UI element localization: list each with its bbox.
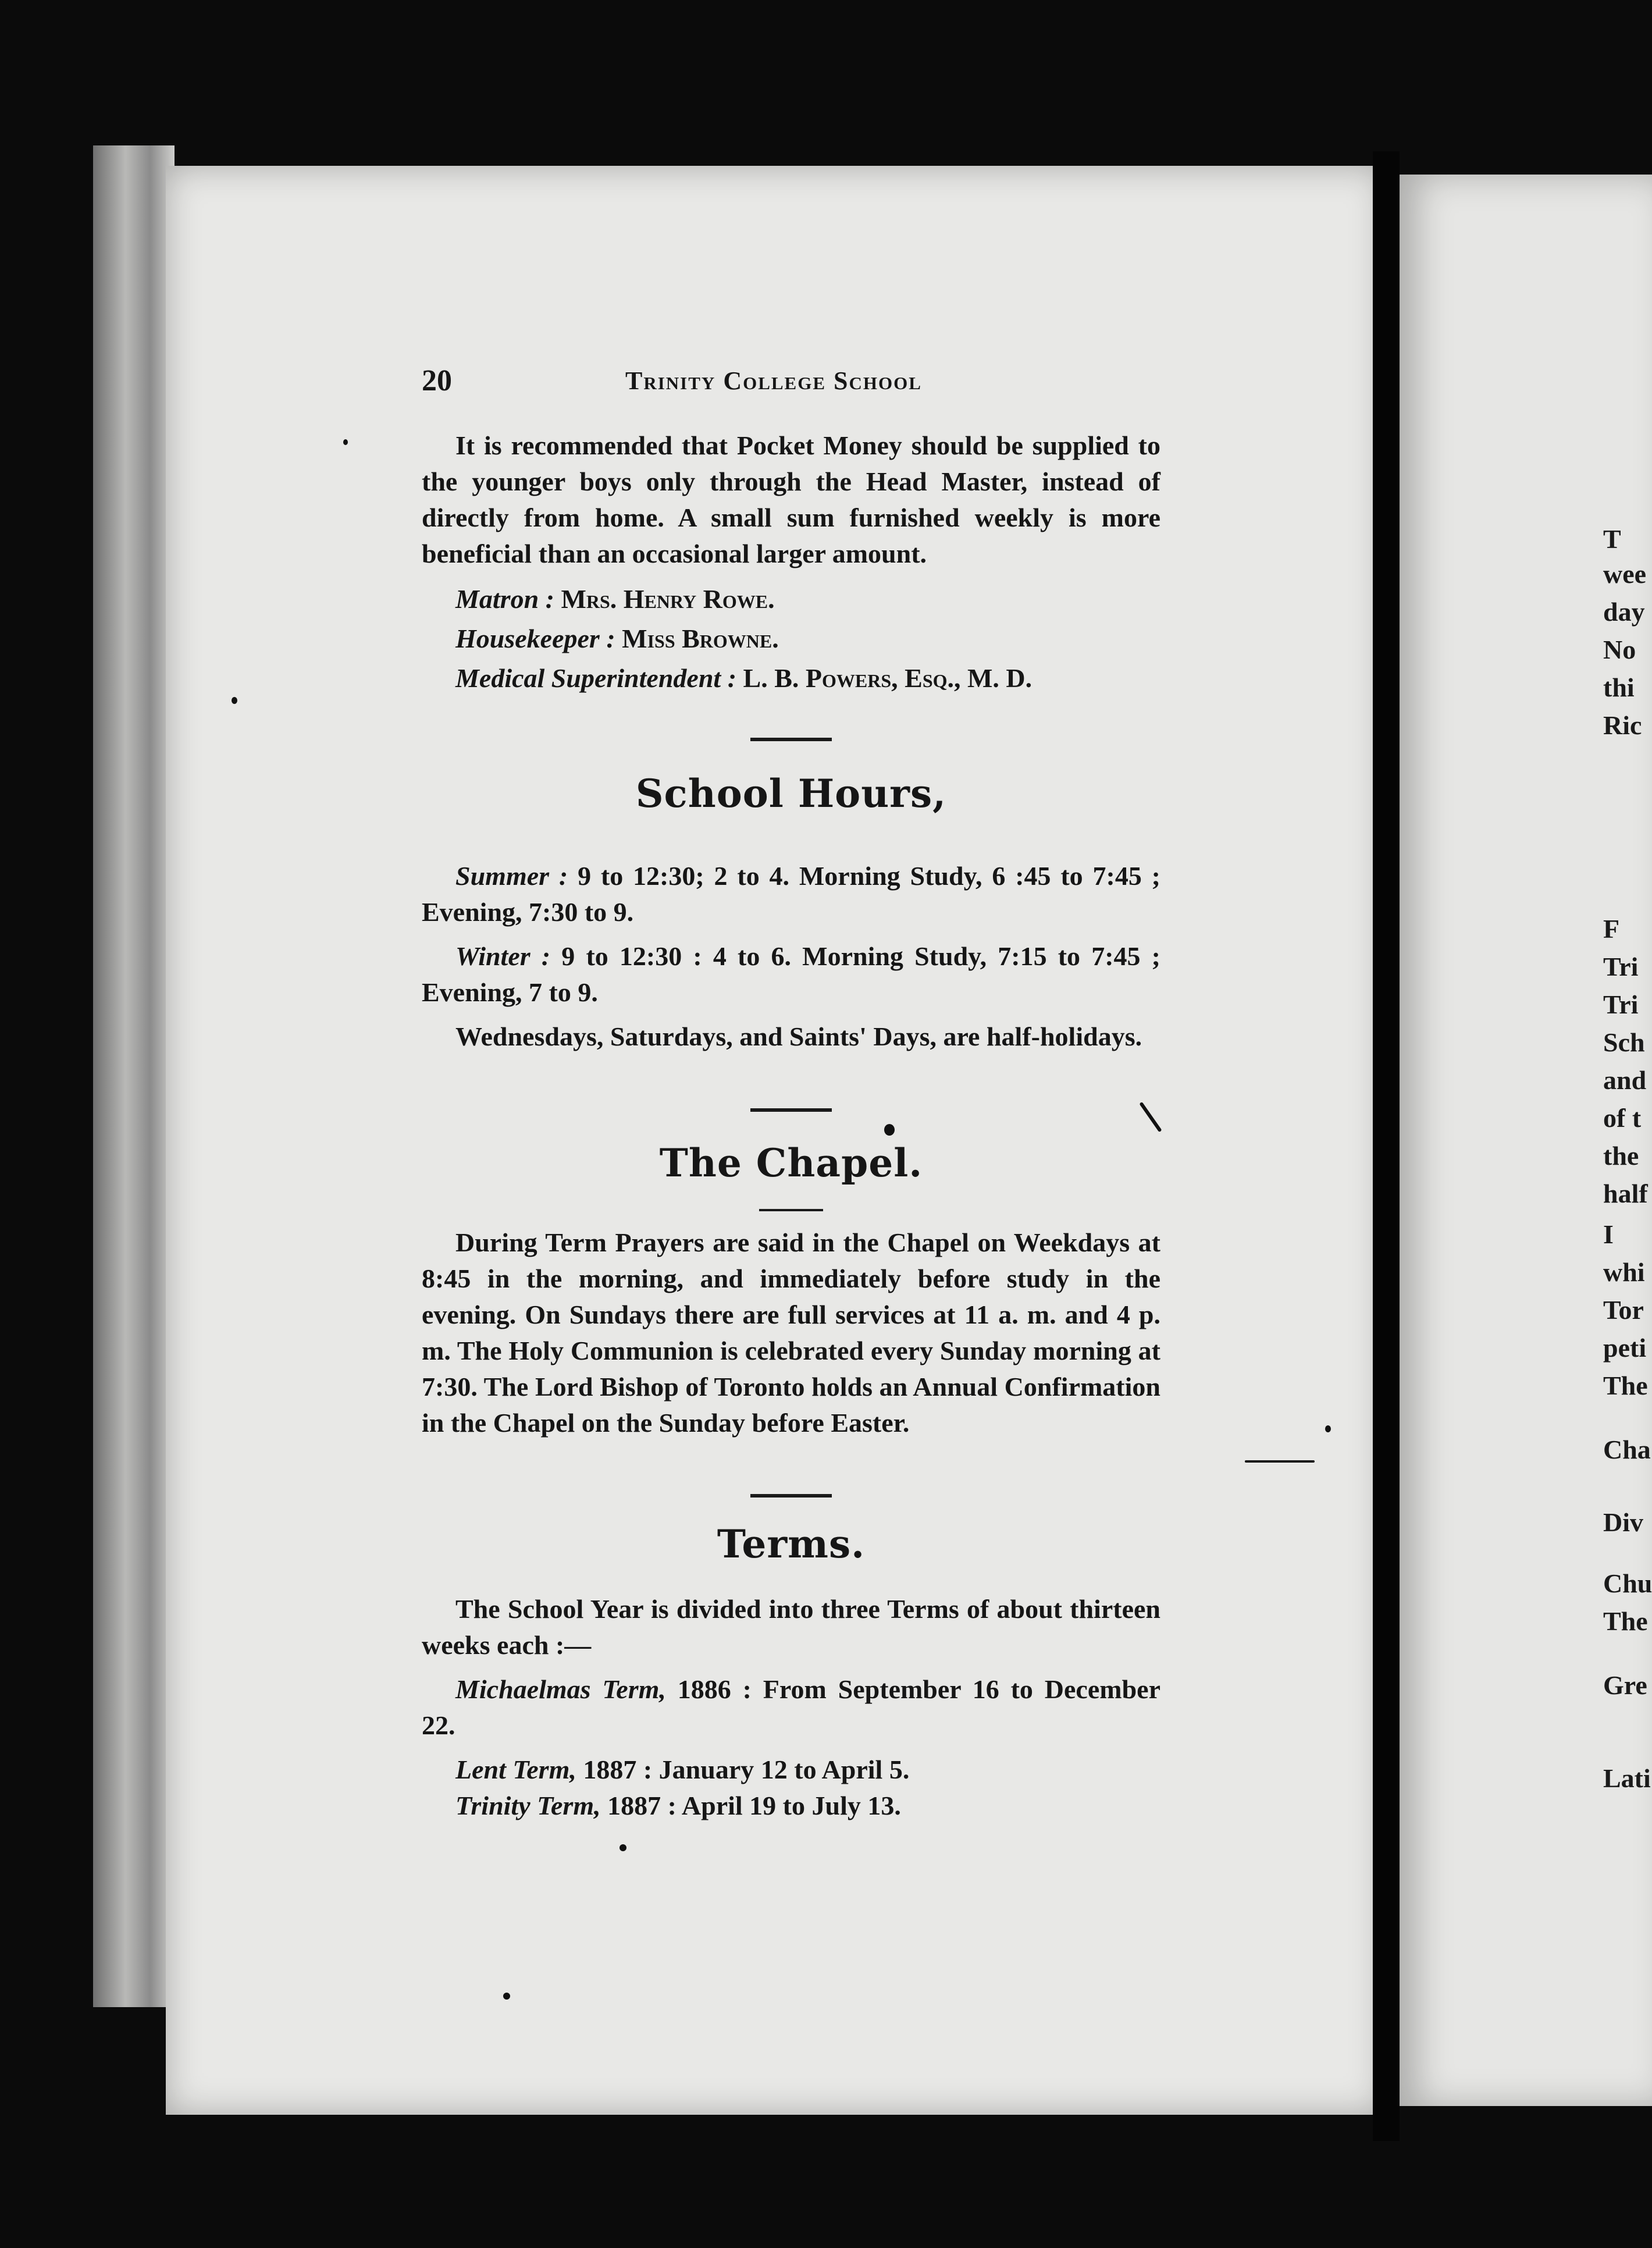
officer-name: Miss Browne. (622, 624, 779, 653)
term-label: Michaelmas Term, (455, 1674, 666, 1704)
section-divider (750, 1494, 832, 1498)
heading-underline (759, 1209, 823, 1211)
school-hours-heading: School Hours, (635, 771, 947, 816)
facing-text-fragment: Tor (1603, 1295, 1644, 1325)
facing-text-fragment: Ric (1603, 710, 1642, 740)
page-number: 20 (422, 364, 452, 397)
facing-text-fragment: Cha (1603, 1435, 1651, 1464)
term-label: Trinity Term, (455, 1791, 601, 1820)
facing-text-fragment: wee (1603, 559, 1647, 589)
chapel-paragraph: During Term Prayers are said in the Chapel on Weekdays at 8:45 in the morning, and immediately before study in the evening. On Sundays there are full services at 11 a. m. and 4 p. m. The Holy Communion is celebrated every Sunday morning at 7:30. The Lord Bishop of Toronto holds an Annual Confirmation in the Chapel on the Sunday before Easter. (422, 1228, 1160, 1438)
scan-speck (884, 1124, 895, 1136)
term-michaelmas (422, 1671, 1160, 1744)
facing-page (1400, 175, 1652, 2106)
term-dates: 1887 : January 12 to April 5. (583, 1755, 910, 1784)
facing-text-fragment: Sch (1603, 1027, 1645, 1057)
hours-label: Winter : (455, 941, 551, 971)
facing-text-fragment: the (1603, 1141, 1639, 1171)
facing-text-fragment: and (1603, 1065, 1647, 1095)
scan-speck (343, 439, 348, 445)
facing-text-fragment: Chu (1603, 1568, 1652, 1598)
hours-text: 9 to 12:30 : 4 to 6. Morning Study, 7:15 to 7:45 ; Evening, 7 to 9. (422, 941, 1161, 1007)
section-divider (750, 1108, 832, 1112)
facing-text-fragment: Gre (1603, 1670, 1647, 1700)
officer-label: Medical Superintendent : (455, 663, 737, 693)
winter-hours (422, 938, 1160, 1011)
facing-text-fragment: of t (1603, 1103, 1642, 1133)
officer-name: Mrs. Henry Rowe. (561, 584, 775, 614)
term-trinity (422, 1788, 1160, 1824)
facing-text-fragment: No (1603, 635, 1636, 664)
intro-section (422, 428, 1160, 696)
scan-speck (503, 1993, 510, 2000)
facing-text-fragment: The (1603, 1606, 1648, 1636)
facing-text-fragment: Tri (1603, 952, 1639, 981)
hours-label: Summer : (455, 861, 568, 891)
half-holidays: Wednesdays, Saturdays, and Saints' Days, are half-holidays. (455, 1022, 1142, 1051)
running-header (422, 364, 963, 404)
facing-text-fragment: T (1603, 524, 1621, 554)
section-divider (750, 738, 832, 741)
officer-housekeeper (422, 621, 1160, 657)
facing-text-fragment: Tri (1603, 990, 1639, 1019)
facing-text-fragment: thi (1603, 673, 1635, 702)
pocket-money-paragraph: It is recommended that Pocket Money should be supplied to the younger boys only through the Head Master, instead of directly from home. A small sum furnished weekly is more beneficial than an occasional larger amount. (422, 431, 1160, 568)
facing-text-fragment: F (1603, 914, 1620, 944)
term-dates: 1886 : From September 16 to December 22. (422, 1674, 1160, 1740)
running-title: Trinity College School (625, 367, 922, 395)
summer-hours (422, 858, 1160, 930)
terms-intro: The School Year is divided into three Terms of about thirteen weeks each :— (422, 1594, 1160, 1660)
hours-text: 9 to 12:30; 2 to 4. Morning Study, 6 :45 to 7:45 ; Evening, 7:30 to 9. (422, 861, 1161, 927)
officer-medical (422, 660, 1160, 696)
officer-label: Housekeeper : (455, 624, 615, 653)
term-lent (422, 1752, 1160, 1788)
terms-heading: Terms. (717, 1521, 866, 1567)
facing-text-fragment: half (1603, 1179, 1648, 1208)
page-edges (93, 145, 175, 2007)
term-dates: 1887 : April 19 to July 13. (607, 1791, 901, 1820)
facing-text-fragment: The (1603, 1371, 1648, 1400)
facing-text-fragment: Div (1603, 1507, 1643, 1537)
facing-text-fragment: day (1603, 597, 1645, 627)
terms-section (422, 1591, 1160, 1824)
scan-speck (620, 1844, 626, 1851)
scan-speck (232, 697, 237, 704)
facing-text-fragment: peti (1603, 1333, 1647, 1363)
book-gutter (1373, 151, 1400, 2141)
facing-text-fragment: whi (1603, 1257, 1645, 1287)
facing-text-fragment: I (1603, 1219, 1614, 1249)
officer-name: L. B. Powers, Esq., M. D. (743, 663, 1032, 693)
school-hours-section (422, 858, 1160, 1055)
scan-speck (1325, 1425, 1331, 1432)
scan-mark (1245, 1460, 1315, 1463)
chapel-section (422, 1225, 1160, 1441)
officer-matron (422, 581, 1160, 617)
facing-text-fragment: Lati (1603, 1763, 1651, 1793)
chapel-heading: The Chapel. (659, 1140, 923, 1186)
term-label: Lent Term, (455, 1755, 576, 1784)
officer-label: Matron : (455, 584, 554, 614)
